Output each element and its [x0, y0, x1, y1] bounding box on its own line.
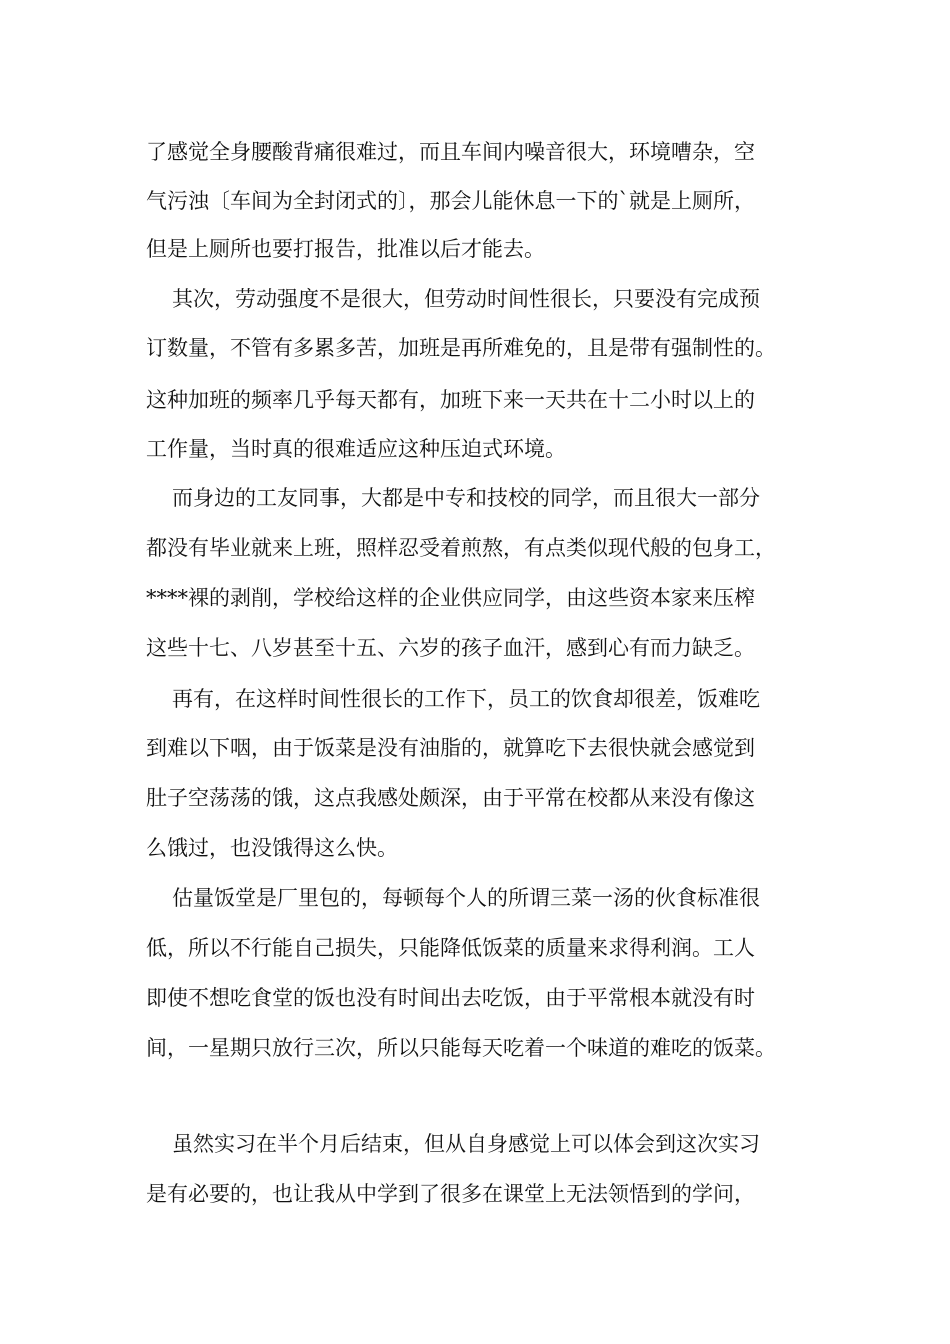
- text-line: 低，所以不行能自己损失，只能降低饭菜的质量来求得利润。工人: [146, 936, 755, 960]
- text-line: 都没有毕业就来上班，照样忍受着煎熬，有点类似现代般的包身工，: [146, 536, 776, 560]
- text-line: ****裸的剥削，学校给这样的企业供应同学，由这些资本家来压榨: [146, 586, 755, 610]
- text-line: 但是上厕所也要打报告，批准以后才能去。: [146, 237, 545, 261]
- text-line: 了感觉全身腰酸背痛很难过，而且车间内噪音很大，环境嘈杂，空: [146, 140, 755, 164]
- text-line: 这种加班的频率几乎每天都有，加班下来一天共在十二小时以上的: [146, 388, 755, 412]
- text-line: 这些十七、八岁甚至十五、六岁的孩子血汗，感到心有而力缺乏。: [146, 636, 755, 660]
- text-line: 到难以下咽，由于饭菜是没有油脂的，就算吃下去很快就会感觉到: [146, 736, 755, 760]
- text-line: 气污浊〔车间为全封闭式的〕，那会儿能休息一下的`就是上厕所，: [146, 189, 755, 213]
- text-line: 再有，在这样时间性很长的工作下，员工的饮食却很差，饭难吃: [172, 687, 760, 711]
- text-line: 订数量，不管有多累多苦，加班是再所难免的，且是带有强制性的。: [146, 336, 776, 360]
- text-line: 肚子空荡荡的饿，这点我感处颇深，由于平常在校都从来没有像这: [146, 786, 755, 810]
- text-line: 而身边的工友同事，大都是中专和技校的同学，而且很大一部分: [172, 486, 760, 510]
- text-line: 虽然实习在半个月后结束，但从自身感觉上可以体会到这次实习: [172, 1132, 760, 1156]
- text-line: 间，一星期只放行三次，所以只能每天吃着一个味道的难吃的饭菜。: [146, 1036, 776, 1060]
- text-line: 估量饭堂是厂里包的，每顿每个人的所谓三菜一汤的伙食标准很: [172, 886, 760, 910]
- text-line: 么饿过，也没饿得这么快。: [146, 836, 398, 860]
- text-line: 工作量，当时真的很难适应这种压迫式环境。: [146, 437, 566, 461]
- text-line: 其次，劳动强度不是很大，但劳动时间性很长，只要没有完成预: [172, 287, 760, 311]
- text-line: 是有必要的，也让我从中学到了很多在课堂上无法领悟到的学问，: [146, 1182, 755, 1206]
- text-line: 即使不想吃食堂的饭也没有时间出去吃饭，由于平常根本就没有时: [146, 986, 755, 1010]
